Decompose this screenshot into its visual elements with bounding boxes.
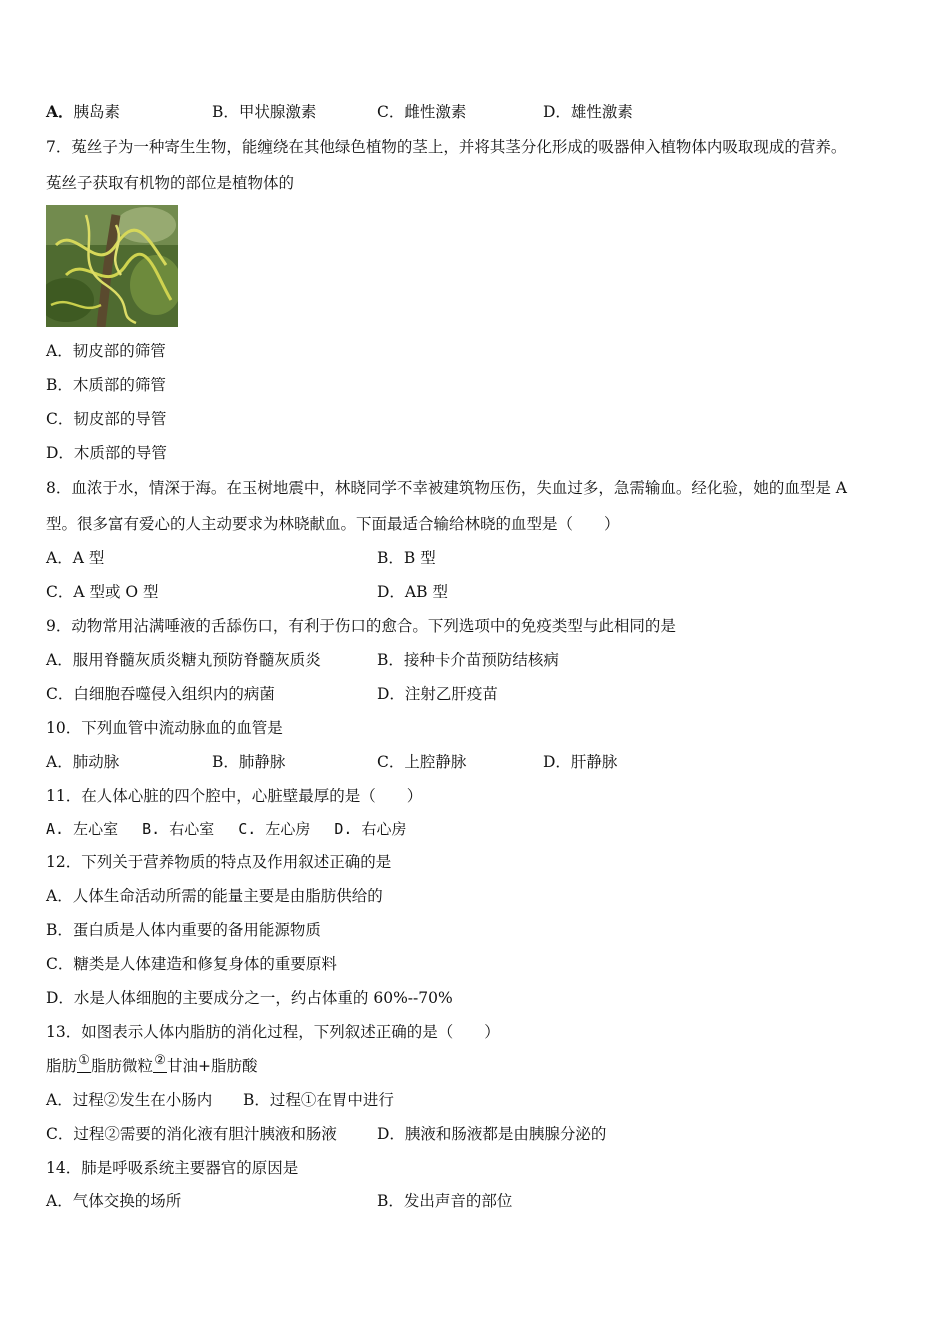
q13-option-b: B．过程①在胃中进行 [243,1091,394,1109]
q6-option-d-text: D．雄性激素 [543,103,633,121]
q10-option-c: C．上腔静脉 [377,753,467,771]
q13-option-c: C．过程②需要的消化液有胆汁胰液和肠液 [46,1125,337,1143]
q9-option-d: D．注射乙肝疫苗 [377,685,498,703]
diagram-fat: 脂肪 [46,1057,78,1075]
q6-option-c-text: C．雌性激素 [377,103,467,121]
q7-stem-line1: 7．菟丝子为一种寄生生物，能缠绕在其他绿色植物的茎上，并将其茎分化形成的吸器伸入植物体内吸取现成的营养。 [46,138,847,156]
diagram-arrow-1 [77,1072,91,1073]
q14-option-b: B．发出声音的部位 [377,1192,513,1210]
diagram-fat-droplets: 脂肪微粒 [91,1057,154,1075]
q13-stem: 13．如图表示人体内脂肪的消化过程，下列叙述正确的是（ ） [46,1023,500,1041]
dodder-plant-image [46,205,178,327]
q12-option-d: D．水是人体细胞的主要成分之一，约占体重的 60%--70% [46,989,453,1007]
diagram-products: 甘油+脂肪酸 [167,1057,258,1075]
q13-option-d: D．胰液和肠液都是由胰腺分泌的 [377,1125,607,1143]
q7-option-b: B．木质部的筛管 [46,376,166,394]
q7-option-c: C．韧皮部的导管 [46,410,167,428]
q12-option-a: A．人体生命活动所需的能量主要是由脂肪供给的 [46,887,383,905]
q6-option-a-text: 胰岛素 [73,103,121,121]
q7-option-d: D．木质部的导管 [46,444,167,462]
q8-option-c: C．A 型或 O 型 [46,583,159,601]
fat-digestion-diagram [46,1053,258,1078]
diagram-arrow-2 [153,1072,167,1073]
diagram-step1-label: ① [78,1053,90,1068]
q10-option-d: D．肝静脉 [543,753,618,771]
q6-option-d [543,102,633,122]
q6-option-a: A．胰岛素 [46,102,121,121]
q7-option-a: A．韧皮部的筛管 [46,342,166,360]
q11-stem: 11．在人体心脏的四个腔中，心脏壁最厚的是（ ） [46,787,423,805]
q10-option-b: B．肺静脉 [212,753,286,771]
q12-stem: 12．下列关于营养物质的特点及作用叙述正确的是 [46,853,392,871]
q7-stem-line2: 菟丝子获取有机物的部位是植物体的 [46,174,295,192]
q6-option-c [377,102,466,122]
q10-stem: 10．下列血管中流动脉血的血管是 [46,719,283,737]
q9-option-c: C．白细胞吞噬侵入组织内的病菌 [46,685,275,703]
q8-stem-line1: 8．血浓于水，情深于海。在玉树地震中，林晓同学不幸被建筑物压伤，失血过多，急需输血。经化验，她的血型是 A [46,479,847,497]
q8-option-b: B．B 型 [377,549,436,567]
q12-option-b: B．蛋白质是人体内重要的备用能源物质 [46,921,321,939]
q14-stem: 14．肺是呼吸系统主要器官的原因是 [46,1159,299,1177]
q9-option-a: A．服用脊髓灰质炎糖丸预防脊髓灰质炎 [46,651,321,669]
q12-option-c: C．糖类是人体建造和修复身体的重要原料 [46,955,337,973]
q10-option-a: A．肺动脉 [46,753,120,771]
q6-option-b-text: B．甲状腺激素 [212,103,317,121]
q14-option-a: A．气体交换的场所 [46,1192,182,1210]
q6-option-b [212,102,316,122]
q8-option-a: A．A 型 [46,549,105,567]
q11-options: A. 左心室 B. 右心室 C. 左心房 D. 右心房 [46,820,407,838]
diagram-step2-label: ② [154,1053,166,1068]
q9-option-b: B．接种卡介苗预防结核病 [377,651,559,669]
q8-option-d: D．AB 型 [377,583,448,601]
dodder-plant-photo [46,205,178,327]
q8-stem-line2: 型。很多富有爱心的人主动要求为林晓献血。下面最适合输给林晓的血型是（ ） [46,515,620,533]
q9-stem: 9．动物常用沾满唾液的舌舔伤口，有利于伤口的愈合。下列选项中的免疫类型与此相同的是 [46,617,676,635]
q13-option-a: A．过程②发生在小肠内 [46,1091,213,1109]
